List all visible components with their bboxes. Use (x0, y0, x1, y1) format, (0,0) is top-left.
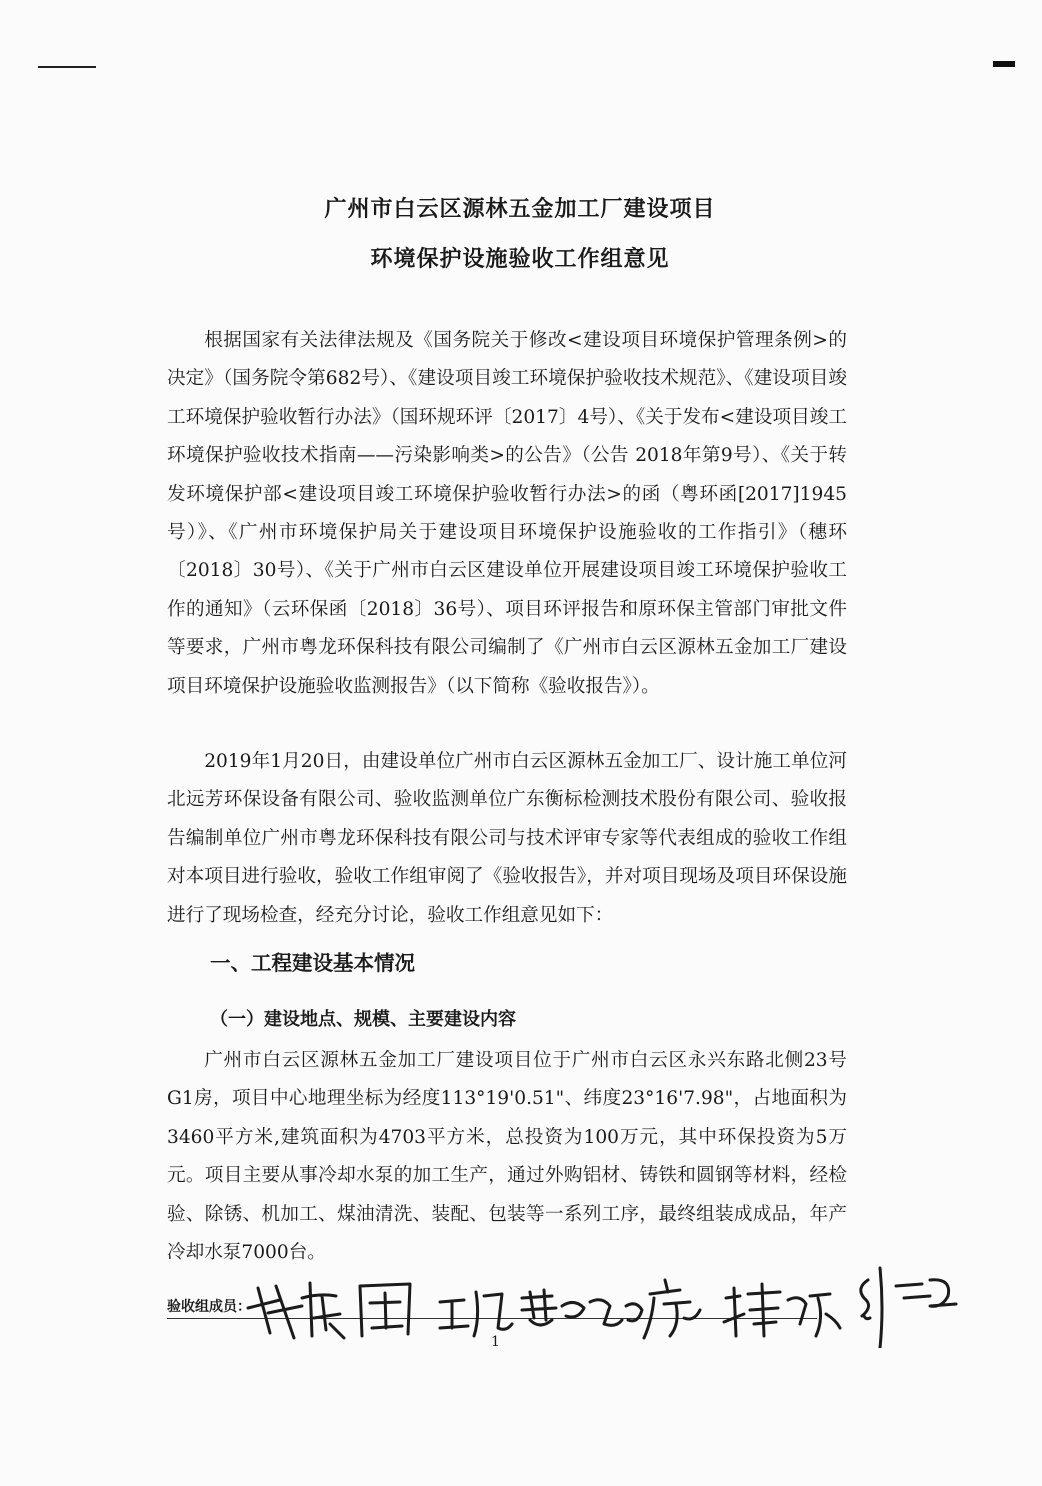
page-number: 1 (491, 1334, 500, 1350)
subsection-heading-1: （一）建设地点、规模、主要建设内容 (210, 1009, 516, 1030)
paragraph-text: 广州市白云区源林五金加工厂建设项目位于广州市白云区永兴东路北侧23号G1房，项目中心地理坐标为经度113°19'0.51"、纬度23°16'7.98"，占地面积为3460平方米,建筑面积为4703平方米，总投资为100万元，其中环保投资为5万元。项目主要从事冷却水泵的加工生产，通过外购铝材、铸铁和圆钢等材料，经检验、除锈、机加工、煤油清洗、装配、包装等一系列工序，最终组装成成品，年产冷却水泵7000台。 (167, 1050, 847, 1264)
scan-mark-right (993, 61, 1015, 67)
members-label: 验收组成员： (167, 1299, 251, 1315)
scan-mark-left (38, 66, 96, 68)
handwritten-signatures (240, 1258, 960, 1348)
body-paragraph-3 (167, 1042, 847, 1272)
document-title-line2: 环境保护设施验收工作组意见 (370, 247, 670, 272)
paragraph-text: 根据国家有关法律法规及《国务院关于修改<建设项目环境保护管理条例>的决定》（国务院令第682号）、《建设项目竣工环境保护验收技术规范》、《建设项目竣工环境保护验收暂行办法》（国环规环评〔2017〕4号）、《关于发布<建设项目竣工环境保护验收技术指南——污染影响类>的公告》（公告 2018年第9号）、《关于转发环境保护部<建设项目竣工环境保护验收暂行办法>的函（粤环函[2017]1945号）》、《广州市环境保护局关于建设项目环境保护设施验收的工作指引》（穗环〔2018〕30号）、《关于广州市白云区建设单位开展建设项目竣工环境保护验收工作的通知》（云环保函〔2018〕36号）、项目环评报告和原环保主管部门审批文件等要求，广州市粤龙环保科技有限公司编制了《广州市白云区源林五金加工厂建设项目环境保护设施验收监测报告》（以下简称《验收报告》）。 (167, 330, 847, 697)
document-title-line1: 广州市白云区源林五金加工厂建设项目 (324, 197, 716, 222)
body-paragraph-2 (167, 743, 847, 935)
paragraph-text: 2019年1月20日，由建设单位广州市白云区源林五金加工厂、设计施工单位河北远芳环保设备有限公司、验收监测单位广东衡标检测技术股份有限公司、验收报告编制单位广州市粤龙环保科技有限公司与技术评审专家等代表组成的验收工作组对本项目进行验收，验收工作组审阅了《验收报告》，并对项目现场及项目环保设施进行了现场检查，经充分讨论，验收工作组意见如下： (167, 751, 847, 926)
body-paragraph-1 (167, 322, 847, 706)
section-heading-1: 一、工程建设基本情况 (210, 951, 415, 975)
